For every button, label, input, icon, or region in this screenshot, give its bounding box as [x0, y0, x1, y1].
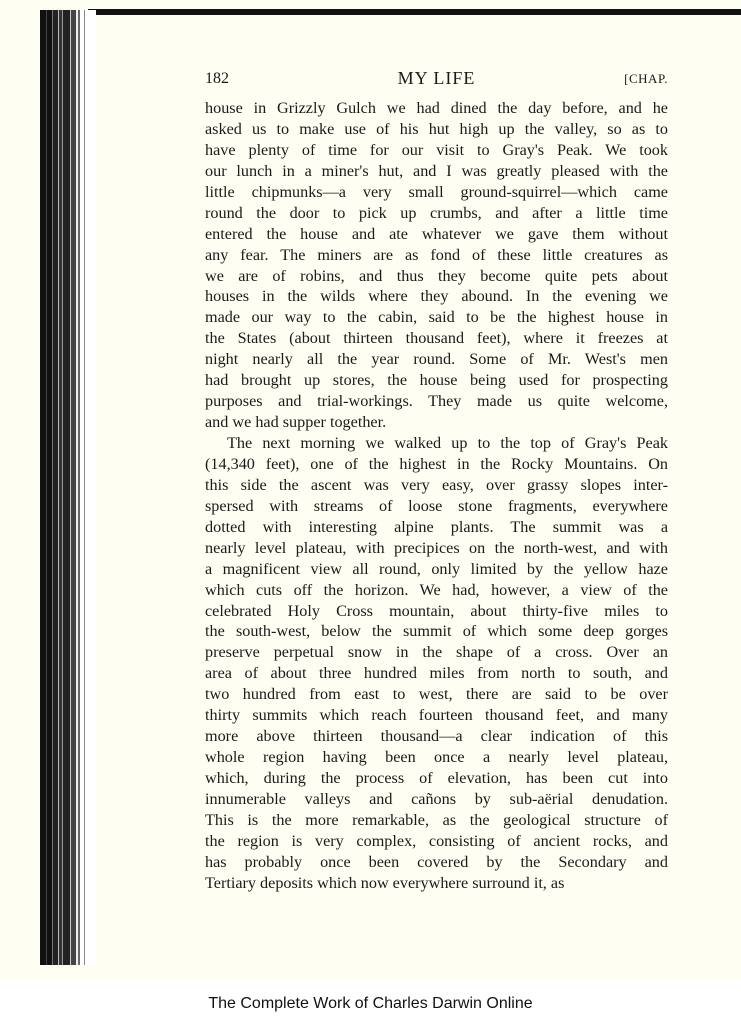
text-line: round the door to pick up crumbs, and after a little time [205, 203, 668, 222]
text-line: asked us to make use of his hut high up the valley, so as to [205, 119, 668, 138]
text-line: area of about three hundred miles from north to south, and [205, 664, 668, 683]
scan-top-edge [88, 9, 741, 15]
text-line: which, during the process of elevation, has been cut into [205, 769, 668, 787]
text-line: two hundred from east to west, there are said to be over [205, 685, 668, 704]
text-line: and we had supper together. [205, 413, 387, 432]
text-line: a magnificent view all round, only limited by the yellow haze [205, 559, 668, 578]
text-line: Tertiary deposits which now everywhere surround it, as [205, 873, 565, 892]
text-line: we are of robins, and thus they become quite pets about [205, 266, 668, 285]
text-line: any fear. The miners are as fond of these little creatures as [205, 245, 668, 264]
text-line: celebrated Holy Cross mountain, about thirty-five miles to [205, 601, 668, 620]
text-line: (14,340 feet), one of the highest in the Rocky Mountains. On [205, 454, 668, 473]
text-line: had brought up stores, the house being used for prospecting [205, 371, 668, 390]
text-line: entered the house and ate whatever we gave them without [205, 224, 668, 243]
text-line: the region is very complex, consisting of ancient rocks, and [205, 831, 668, 850]
paragraph [205, 98, 668, 433]
text-line: the States (about thirteen thousand feet), where it freezes at [205, 329, 668, 348]
text-line: purposes and trial-workings. They made us quite welcome, [205, 392, 668, 411]
text-line: night nearly all the year round. Some of Mr. West's men [205, 350, 668, 369]
text-line: This is the more remarkable, as the geological structure of [205, 810, 668, 829]
paragraph [205, 433, 668, 894]
text-line: made our way to the cabin, said to be the highest house in [205, 308, 668, 327]
text-line: whole region having been once a nearly level plateau, [205, 748, 668, 767]
footer-credit: The Complete Work of Charles Darwin Online [208, 995, 533, 1012]
text-line: nearly level plateau, with precipices on the north-west, and with [205, 538, 668, 557]
text-line: has probably once been covered by the Secondary and [205, 852, 668, 871]
text-line: more above thirteen thousand—a clear indication of this [205, 727, 668, 746]
running-title: MY LIFE [397, 68, 476, 88]
text-line: The next morning we walked up to the top of Gray's Peak [227, 434, 668, 452]
text-line: the south-west, below the summit of which some deep gorges [205, 622, 668, 641]
text-line: which cuts off the horizon. We had, however, a view of the [205, 580, 668, 599]
page-body-text [205, 98, 668, 894]
text-line: dotted with interesting alpine plants. The summit was a [205, 517, 668, 536]
text-line: thirty summits which reach fourteen thousand feet, and many [205, 706, 668, 725]
text-line: spersed with streams of loose stone fragments, everywhere [205, 496, 668, 515]
text-line: this side the ascent was very easy, over grassy slopes inter- [205, 475, 668, 494]
book-binding-edge [40, 10, 96, 965]
page-number: 182 [205, 70, 229, 87]
text-line: houses in the wilds where they abound. In the evening we [205, 287, 668, 306]
chapter-marker: [CHAP. [624, 71, 668, 86]
text-line: house in Grizzly Gulch we had dined the day before, and he [205, 99, 668, 117]
text-line: have plenty of time for our visit to Gray's Peak. We took [205, 140, 668, 159]
text-line: innumerable valleys and cañons by sub-aërial denudation. [205, 789, 668, 808]
text-line: little chipmunks—a very small ground-squirrel—which came [205, 182, 668, 201]
text-line: preserve perpetual snow in the shape of a cross. Over an [205, 643, 668, 662]
text-line: our lunch in a miner's hut, and I was greatly pleased with the [205, 161, 668, 180]
page-header [205, 68, 668, 90]
